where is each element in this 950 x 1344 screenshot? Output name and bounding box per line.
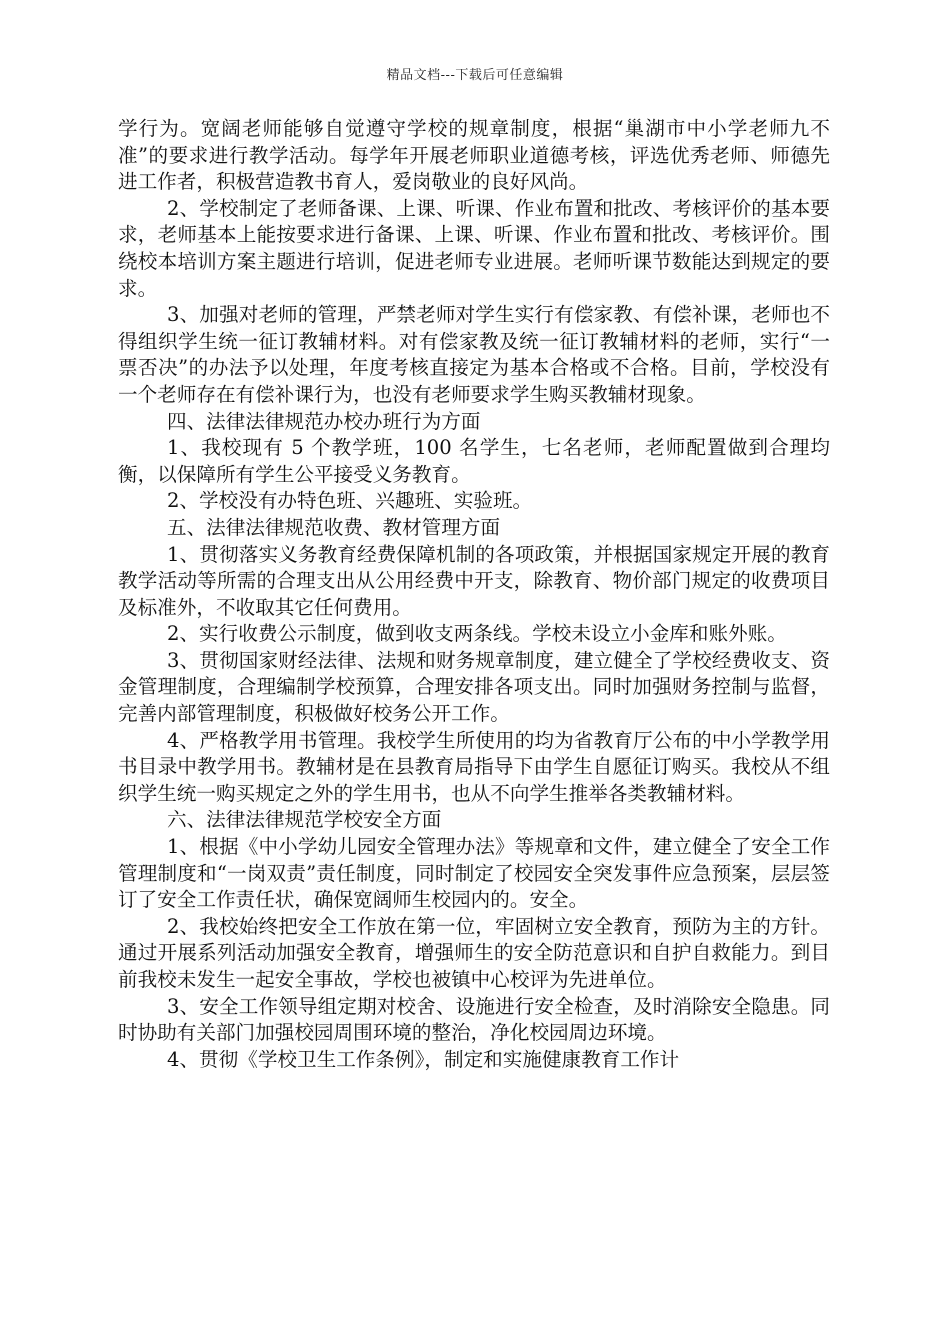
paragraph: 2、我校始终把安全工作放在第一位，牢固树立安全教育，预防为主的方针。通过开展系列活动加强安全教育，增强师生的安全防范意识和自护自救能力。到目前我校未发生一起安全事故，学校也被镇中心校评为先进单位。 bbox=[118, 914, 830, 991]
paragraph: 2、学校制定了老师备课、上课、听课、作业布置和批改、考核评价的基本要求，老师基本上能按要求进行备课、上课、听课、作业布置和批改、考核评价。围绕校本培训方案主题进行培训，促进老师专业进展。老师听课节数能达到规定的要求。 bbox=[118, 196, 830, 300]
paragraph: 4、严格教学用书管理。我校学生所使用的均为省教育厅公布的中小学教学用书目录中教学用书。教辅材是在县教育局指导下由学生自愿征订购买。我校从不组织学生统一购买规定之外的学生用书，也从不向学生推举各类教辅材料。 bbox=[118, 728, 830, 805]
paragraph: 3、加强对老师的管理，严禁老师对学生实行有偿家教、有偿补课，老师也不得组织学生统一征订教辅材料。对有偿家教及统一征订教辅材料的老师，实行“一票否决”的办法予以处理，年度考核直接定为基本合格或不合格。目前，学校没有一个老师存在有偿补课行为，也没有老师要求学生购买教辅材现象。 bbox=[118, 303, 830, 406]
paragraph: 1、我校现有 5 个教学班，100 名学生，七名老师，老师配置做到合理均衡，以保障所有学生公平接受义务教育。 bbox=[118, 436, 830, 486]
paragraph: 2、学校没有办特色班、兴趣班、实验班。 bbox=[167, 489, 533, 513]
paragraph: 2、实行收费公示制度，做到收支两条线。学校未设立小金库和账外账。 bbox=[167, 622, 787, 646]
paragraph: 1、贯彻落实义务教育经费保障机制的各项政策，并根据国家规定开展的教育教学活动等所需的合理支出从公用经费中开支，除教育、物价部门规定的收费项目及标准外，不收取其它任何费用。 bbox=[118, 542, 830, 619]
paragraph: 4、贯彻《学校卫生工作条例》，制定和实施健康教育工作计 bbox=[167, 1047, 680, 1071]
paragraph: 3、贯彻国家财经法律、法规和财务规章制度，建立健全了学校经费收支、资金管理制度，合理编制学校预算，合理安排各项支出。同时加强财务控制与监督，完善内部管理制度，积极做好校务公开工作。 bbox=[118, 648, 830, 726]
paragraph: 学行为。宽阔老师能够自觉遵守学校的规章制度，根据“巢湖市中小学老师九不准”的要求进行教学活动。每学年开展老师职业道德考核，评选优秀老师、师德先进工作者，积极营造教书育人，爱岗敬业的良好风尚。 bbox=[118, 117, 830, 194]
page-header: 精品文档---下载后可任意编辑 bbox=[386, 68, 564, 83]
document-body bbox=[118, 116, 830, 1073]
paragraph: 1、根据《中小学幼儿园安全管理办法》等规章和文件，建立健全了安全工作管理制度和“一岗双责”责任制度，同时制定了校园安全突发事件应急预案，层层签订了安全工作责任状，确保宽阔师生校园内的。安全。 bbox=[118, 835, 830, 912]
section-heading: 六、法律法律规范学校安全方面 bbox=[167, 808, 442, 832]
paragraph: 3、安全工作领导组定期对校舍、设施进行安全检查，及时消除安全隐患。同时协助有关部门加强校园周围环境的整治，净化校园周边环境。 bbox=[118, 994, 830, 1045]
section-heading: 五、法律法律规范收费、教材管理方面 bbox=[167, 515, 501, 539]
section-heading: 四、法律法律规范办校办班行为方面 bbox=[167, 409, 481, 433]
